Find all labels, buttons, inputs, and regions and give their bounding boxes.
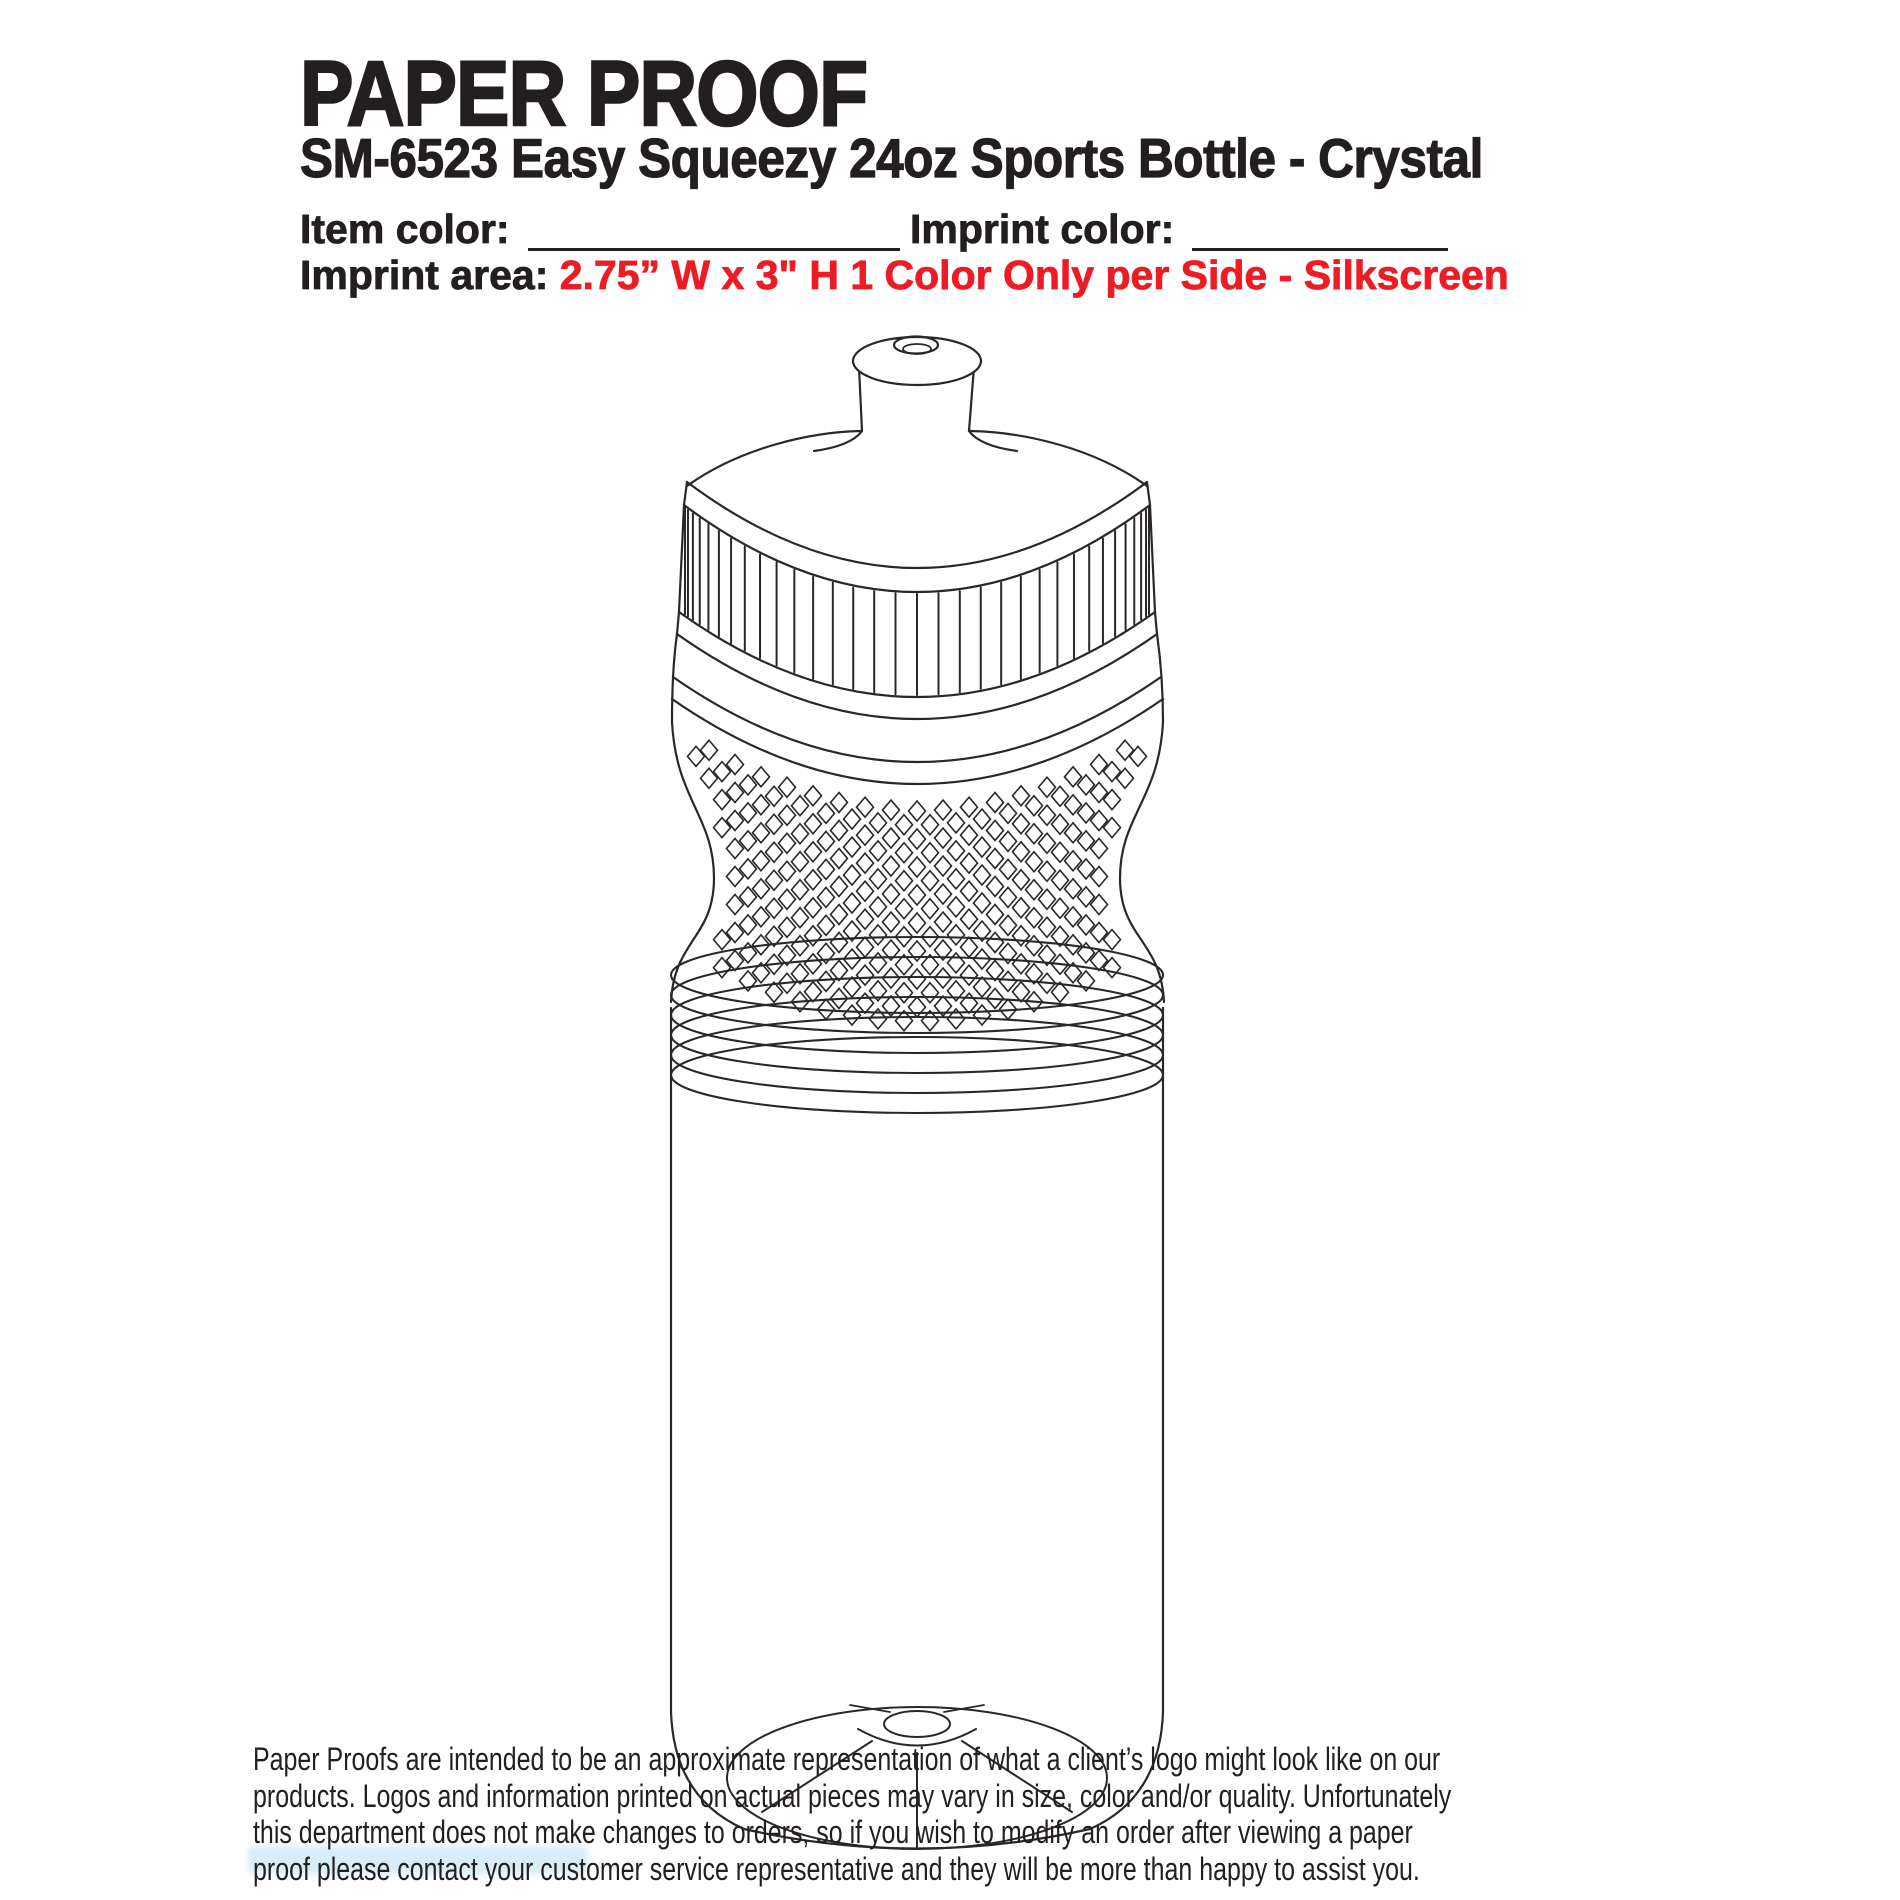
item-color-label: Item color: bbox=[300, 206, 510, 252]
page-title: PAPER PROOF bbox=[300, 43, 868, 145]
grip-rings-group bbox=[671, 937, 1163, 1113]
imprint-area-value: 2.75” W x 3" H 1 Color Only per Side - Silkscreen bbox=[559, 252, 1509, 298]
bottle-cap-group bbox=[677, 431, 1157, 719]
disclaimer-line: this department does not make changes to orders, so if you wish to modify an order after viewing a paper bbox=[253, 1814, 1413, 1851]
disclaimer-line: products. Logos and information printed on actual pieces may vary in size, color and/or quality. Unfortunately bbox=[253, 1777, 1452, 1814]
imprint-color-label: Imprint color: bbox=[910, 206, 1175, 252]
bottle-spout-group bbox=[814, 337, 1017, 452]
disclaimer-line: Paper Proofs are intended to be an approximate representation of what a client’s logo might look like on our bbox=[253, 1741, 1441, 1777]
product-subtitle: SM-6523 Easy Squeezy 24oz Sports Bottle - Crystal bbox=[300, 127, 1483, 189]
disclaimer-line: proof please contact your customer service representative and they will be more than happy to assist you. bbox=[253, 1850, 1420, 1887]
imprint-area-label: Imprint area: bbox=[300, 252, 560, 298]
bottle-body-group bbox=[671, 1008, 1163, 1849]
disclaimer-text bbox=[253, 1741, 1451, 1887]
